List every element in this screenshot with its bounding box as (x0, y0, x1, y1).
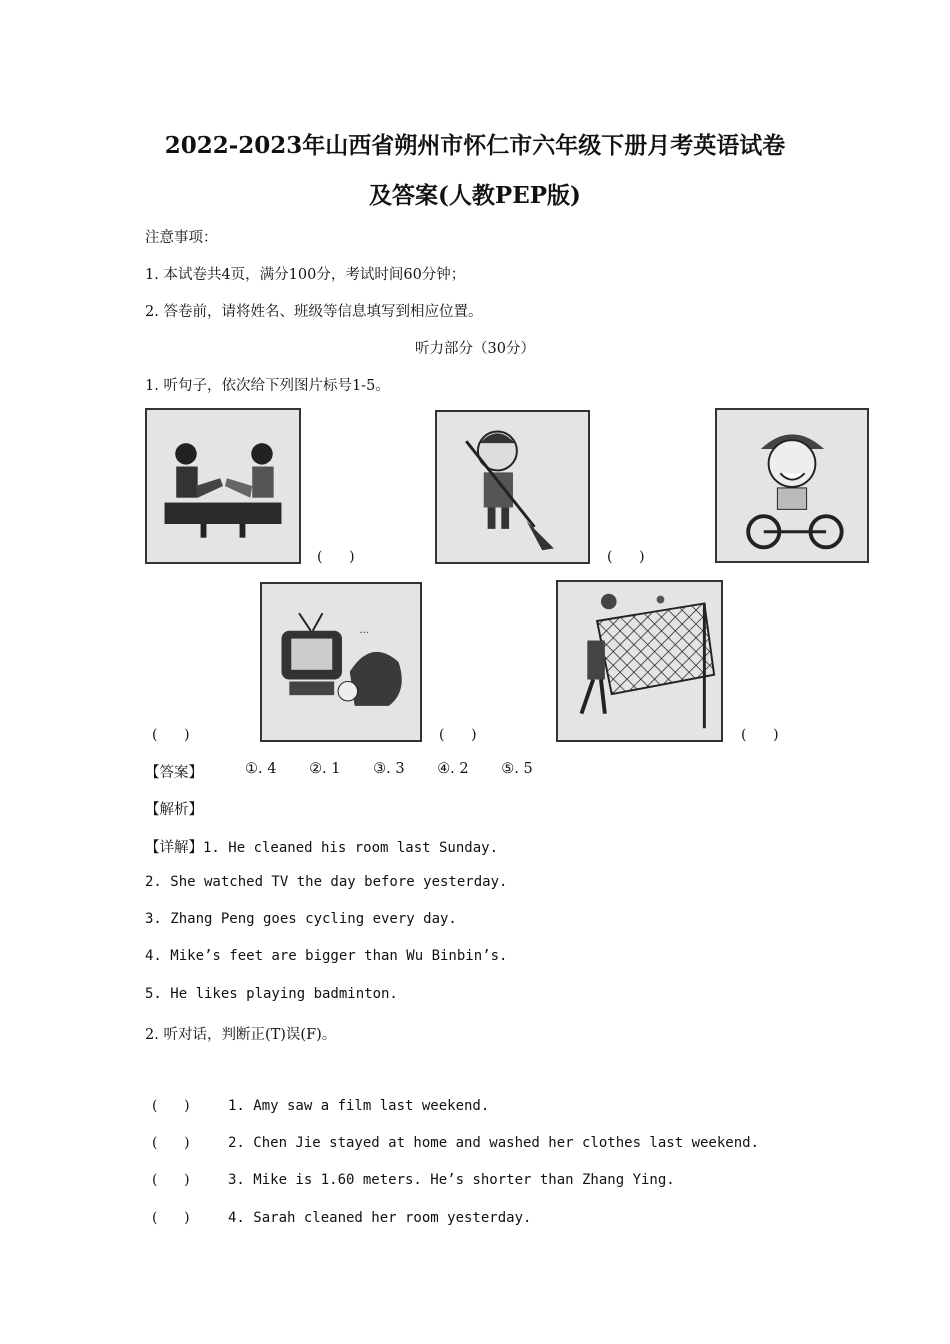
detail-sentence-3: 3. Zhang Peng goes cycling every day. (145, 911, 457, 927)
boy-sweeping-illustration (437, 412, 588, 562)
badminton-illustration (558, 582, 721, 740)
girl-tv-illustration (262, 584, 420, 740)
q2-item-3: 3. Mike is 1.60 meters. He’s shorter than Zhang Ying. (228, 1172, 675, 1188)
detail-sentence-4: 4. Mike’s feet are bigger than Wu Binbin’s. (145, 948, 508, 964)
q2-prompt: 2. 听对话，判断正(T)误(F)。 (145, 1027, 337, 1043)
detail-sentence-2: 2. She watched TV the day before yesterday. (145, 874, 508, 890)
picture-girl-watching-tv (260, 582, 422, 742)
q1-blank-2[interactable]: ( ) (607, 549, 645, 565)
notice-heading: 注意事项： (145, 230, 218, 246)
svg-text:...: ... (359, 624, 369, 636)
q2-blank-2[interactable]: ( ) (152, 1135, 190, 1151)
boy-cycling-illustration (717, 410, 867, 561)
q2-blank-1[interactable]: ( ) (152, 1098, 190, 1114)
answer-item-2: ②. 1 (309, 761, 341, 777)
answer-item-1: ①. 4 (245, 761, 277, 777)
exam-title-line2: 及答案(人教PEP版) (369, 182, 581, 209)
detail-row-1 (145, 836, 498, 857)
detail-sentence-5: 5. He likes playing badminton. (145, 986, 398, 1002)
q1-blank-5[interactable]: ( ) (741, 727, 779, 743)
exam-title-line1: 2022-2023年山西省朔州市怀仁市六年级下册月考英语试卷 (164, 132, 786, 159)
section-heading: 听力部分（30分） (415, 341, 535, 357)
detail-sentence-1: 1. He cleaned his room last Sunday. (203, 840, 499, 856)
answer-list (245, 761, 561, 777)
notice-item-2: 2. 答卷前，请将姓名、班级等信息填写到相应位置。 (145, 304, 483, 320)
two-boys-illustration (147, 410, 299, 562)
q2-blank-4[interactable]: ( ) (152, 1210, 190, 1226)
picture-boy-badminton (556, 580, 723, 742)
q1-blank-3[interactable]: ( ) (152, 727, 190, 743)
q2-item-4: 4. Sarah cleaned her room yesterday. (228, 1210, 532, 1226)
q1-blank-4[interactable]: ( ) (439, 727, 477, 743)
picture-boy-cycling (715, 408, 869, 563)
picture-two-boys (145, 408, 301, 564)
q1-prompt: 1. 听句子，依次给下列图片标号1-5。 (145, 378, 390, 394)
answer-item-5: ⑤. 5 (501, 761, 533, 777)
analysis-label: 【解析】 (145, 802, 203, 818)
detail-label: 【详解】 (145, 840, 203, 856)
q1-blank-1[interactable]: ( ) (317, 549, 355, 565)
picture-boy-sweeping (435, 410, 590, 564)
answer-label: 【答案】 (145, 765, 203, 781)
q2-item-2: 2. Chen Jie stayed at home and washed her clothes last weekend. (228, 1135, 760, 1151)
answer-item-3: ③. 3 (373, 761, 405, 777)
q2-blank-3[interactable]: ( ) (152, 1172, 190, 1188)
q2-item-1: 1. Amy saw a film last weekend. (228, 1098, 490, 1114)
notice-item-1: 1. 本试卷共4页，满分100分，考试时间60分钟； (145, 267, 466, 283)
answer-item-4: ④. 2 (437, 761, 469, 777)
